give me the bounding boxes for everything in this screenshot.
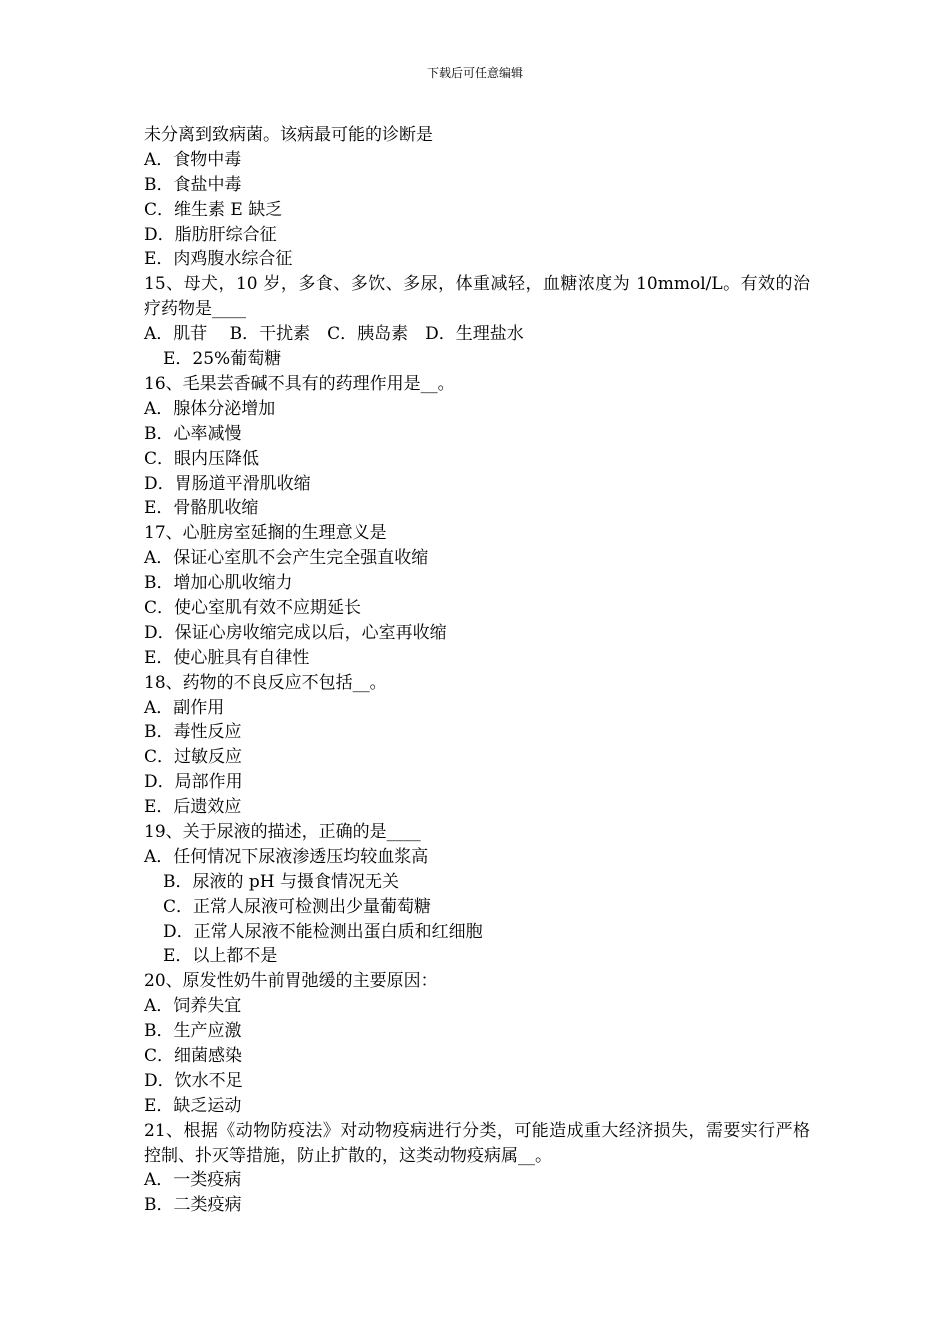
option-e: E．以上都不是 (163, 946, 278, 967)
option-e: E．25%葡萄糖 (163, 349, 282, 370)
question-21-stem: 21、根据《动物防疫法》对动物疫病进行分类，可能造成重大经济损失，需要实行严格控制、扑灭等措施，防止扩散的，这类动物疫病属__。 (144, 1120, 810, 1166)
option-a: A．饲养失宜 (144, 996, 242, 1017)
option-a: A．副作用 (144, 697, 225, 718)
question-14-stem-continuation: 未分离到致病菌。该病最可能的诊断是 (144, 125, 433, 145)
option-e: E．后遗效应 (144, 797, 242, 818)
question-15-options: A．肌苷 B．干扰素 C．胰岛素 D．生理盐水 (144, 324, 524, 345)
option-b: B．毒性反应 (144, 722, 242, 743)
option-a: A．任何情况下尿液渗透压均较血浆高 (144, 846, 429, 867)
option-e: E．肉鸡腹水综合征 (144, 249, 293, 270)
option-d: D．胃肠道平滑肌收缩 (144, 473, 311, 494)
option-b: B．二类疫病 (144, 1195, 242, 1216)
question-16-stem: 16、毛果芸香碱不具有的药理作用是__。 (144, 373, 455, 394)
question-20-stem: 20、原发性奶牛前胃弛缓的主要原因： (144, 971, 438, 992)
option-a: A．保证心室肌不会产生完全强直收缩 (144, 548, 429, 569)
option-b: B．生产应激 (144, 1021, 242, 1042)
option-d: D．脂肪肝综合征 (144, 224, 277, 245)
option-c: C．正常人尿液可检测出少量葡萄糖 (163, 896, 432, 917)
question-15-stem: 15、母犬，10 岁，多食、多饮、多尿，体重减轻，血糖浓度为 10mmol/L。有效的治疗药物是____ (144, 274, 810, 320)
option-c: C．过敏反应 (144, 747, 243, 768)
option-c: C．眼内压降低 (144, 448, 260, 469)
option-b: B．尿液的 pH 与摄食情况无关 (163, 871, 400, 892)
option-d: D．保证心房收缩完成以后，心室再收缩 (144, 622, 447, 643)
option-d: D．局部作用 (144, 772, 243, 793)
option-b: B．心率减慢 (144, 423, 242, 444)
option-a: A．食物中毒 (144, 149, 242, 170)
question-18-stem: 18、药物的不良反应不包括__。 (144, 672, 387, 693)
question-19-stem: 19、关于尿液的描述，正确的是____ (144, 821, 421, 842)
question-17-stem: 17、心脏房室延搁的生理意义是 (144, 523, 387, 544)
document-body (144, 123, 810, 1218)
option-d: D．饮水不足 (144, 1070, 243, 1091)
option-b: B．食盐中毒 (144, 174, 242, 195)
page-header: 下载后可任意编辑 (426, 66, 523, 80)
option-e: E．使心脏具有自律性 (144, 647, 310, 668)
option-c: C．维生素 E 缺乏 (144, 199, 283, 220)
option-e: E．缺乏运动 (144, 1095, 242, 1116)
option-b: B．增加心肌收缩力 (144, 573, 293, 594)
option-a: A．腺体分泌增加 (144, 398, 276, 419)
option-c: C．细菌感染 (144, 1045, 243, 1066)
option-e: E．骨骼肌收缩 (144, 498, 259, 519)
option-c: C．使心室肌有效不应期延长 (144, 597, 362, 618)
option-d: D．正常人尿液不能检测出蛋白质和红细胞 (163, 921, 483, 942)
option-a: A．一类疫病 (144, 1170, 242, 1191)
